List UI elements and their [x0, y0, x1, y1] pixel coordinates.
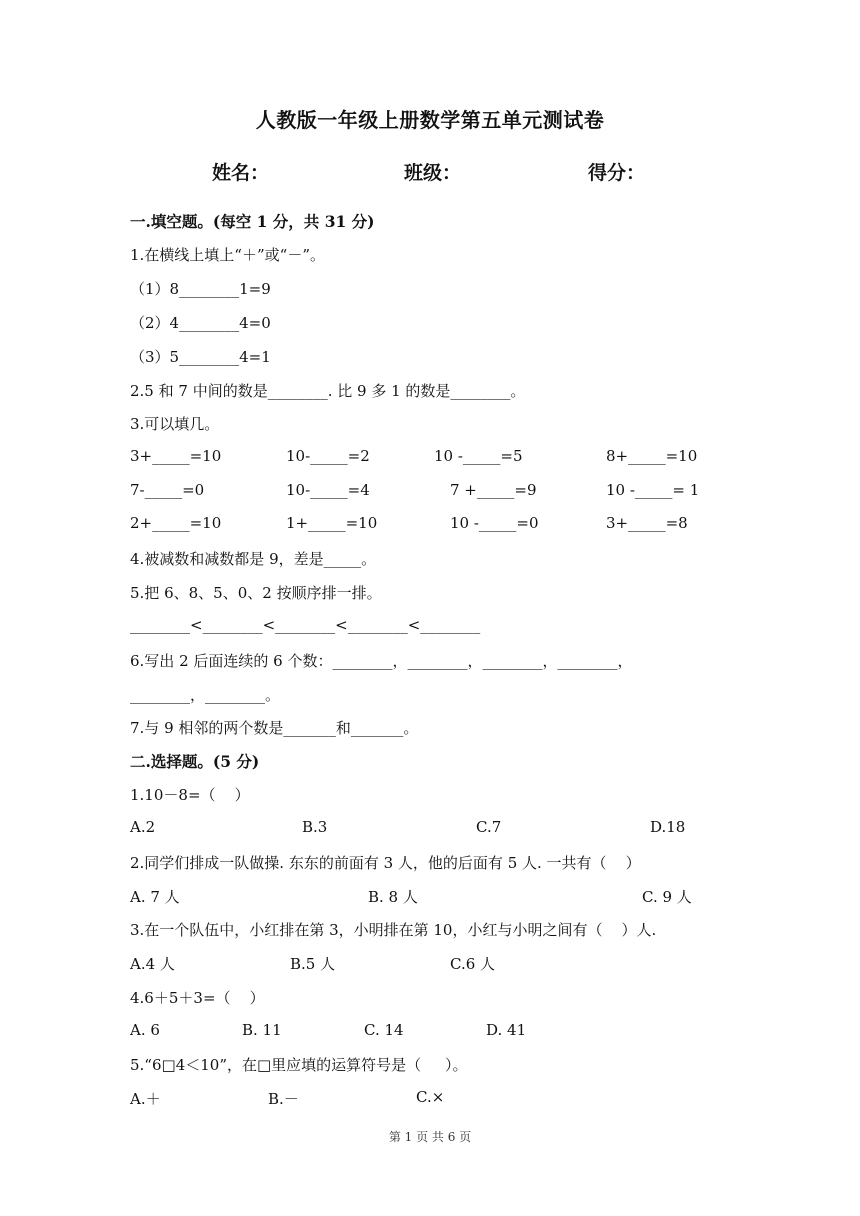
q3-cell: 7-_____=0	[130, 481, 205, 499]
mc5-option-b: B.－	[268, 1090, 299, 1108]
mc2-option-b: B. 8 人	[368, 888, 418, 906]
mc3-option-c: C.6 人	[450, 955, 496, 973]
q3-cell: 3+_____=8	[606, 514, 688, 532]
mc2-option-c: C. 9 人	[642, 888, 692, 906]
q3-cell: 10 -_____=0	[450, 514, 539, 532]
mc1-option-a: A.2	[130, 818, 156, 836]
name-label: 姓名：	[212, 162, 270, 184]
class-label: 班级：	[404, 162, 462, 184]
q5-blanks: ________<________<________<________<________	[130, 616, 481, 634]
mc5-text: 5.“6□4＜10”，在□里应填的运算符号是（ ）。	[130, 1056, 468, 1074]
q6-line1: 6.写出 2 后面连续的 6 个数：________，________，________，________，	[130, 652, 633, 670]
mc5-option-a: A.＋	[130, 1090, 161, 1108]
mc5-option-c: C.×	[416, 1088, 445, 1106]
mc4-option-b: B. 11	[242, 1021, 282, 1039]
q3-cell: 10-_____=2	[286, 447, 370, 465]
page-footer: 第 1 页 共 6 页	[388, 1130, 472, 1144]
q1-item-3: （3）5________4=1	[130, 348, 271, 366]
mc2-text: 2.同学们排成一队做操. 东东的前面有 3 人，他的后面有 5 人. 一共有（ ）	[130, 854, 641, 872]
page-title: 人教版一年级上册数学第五单元测试卷	[255, 108, 605, 132]
q3-cell: 8+_____=10	[606, 447, 698, 465]
mc1-option-c: C.7	[476, 818, 502, 836]
q3-cell: 3+_____=10	[130, 447, 222, 465]
q6-line2: ________，________。	[130, 686, 281, 704]
mc1-text: 1.10－8=（ ）	[130, 786, 250, 804]
q3-cell: 1+_____=10	[286, 514, 378, 532]
q4-text: 4.被减数和减数都是 9，差是_____。	[130, 550, 377, 568]
q1-item-1: （1）8________1=9	[130, 280, 271, 298]
mc4-option-a: A. 6	[130, 1021, 160, 1039]
q1-text: 1.在横线上填上“＋”或“－”。	[130, 246, 325, 264]
section1-heading: 一.填空题。(每空 1 分，共 31 分)	[130, 212, 375, 231]
q5-text: 5.把 6、8、5、0、2 按顺序排一排。	[130, 584, 382, 602]
q3-cell: 10 -_____=5	[434, 447, 523, 465]
mc2-option-a: A. 7 人	[130, 888, 180, 906]
q3-text: 3.可以填几。	[130, 415, 220, 433]
q1-item-2: （2）4________4=0	[130, 314, 271, 332]
q2-text: 2.5 和 7 中间的数是________. 比 9 多 1 的数是________。	[130, 382, 526, 400]
mc3-option-a: A.4 人	[130, 955, 175, 973]
q3-cell: 10-_____=4	[286, 481, 370, 499]
q3-cell: 7 +_____=9	[450, 481, 537, 499]
q3-cell: 10 -_____= 1	[606, 481, 700, 499]
mc3-text: 3.在一个队伍中，小红排在第 3，小明排在第 10，小红与小明之间有（ ）人.	[130, 921, 657, 939]
mc1-option-b: B.3	[302, 818, 328, 836]
mc3-option-b: B.5 人	[290, 955, 336, 973]
section2-heading: 二.选择题。(5 分)	[130, 752, 260, 771]
q3-cell: 2+_____=10	[130, 514, 222, 532]
mc1-option-d: D.18	[650, 818, 686, 836]
score-label: 得分：	[588, 162, 646, 184]
mc4-text: 4.6＋5＋3=（ ）	[130, 989, 265, 1007]
mc4-option-c: C. 14	[364, 1021, 404, 1039]
mc4-option-d: D. 41	[486, 1021, 527, 1039]
q7-text: 7.与 9 相邻的两个数是_______和_______。	[130, 719, 419, 737]
